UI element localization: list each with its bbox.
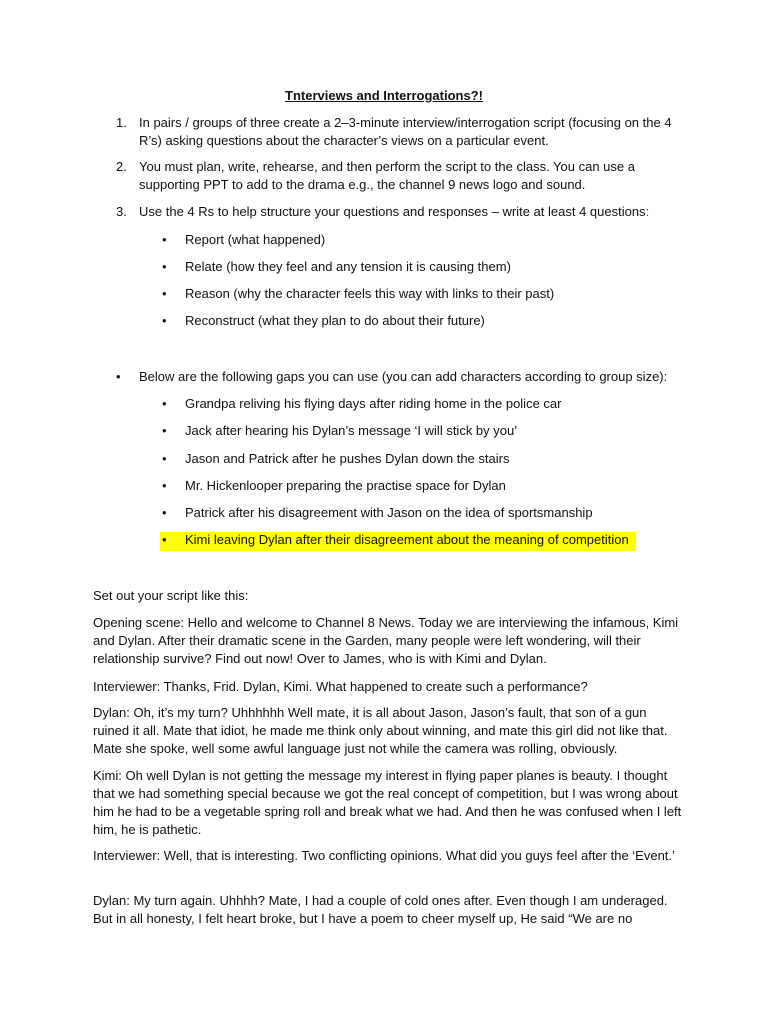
bullet-icon: •	[162, 286, 167, 301]
bullet-icon: •	[162, 259, 167, 274]
gap-item-patrick: Patrick after his disagreement with Jason on the idea of sportsmanship	[185, 505, 593, 520]
list-number-2: 2.	[116, 159, 127, 174]
list-number-1: 1.	[116, 115, 127, 130]
bullet-icon: •	[162, 396, 167, 411]
script-intro: Set out your script like this:	[93, 588, 249, 603]
script-dylan-2: Dylan: My turn again. Uhhhh? Mate, I had a couple of cold ones after. Even though I am underaged. But in all honesty, I felt heart broke, but I have a poem to cheer myself up, He said “We are no	[93, 893, 668, 926]
bullet-icon: •	[116, 369, 121, 384]
bullet-icon: •	[162, 313, 167, 328]
list-number-3: 3.	[116, 204, 127, 219]
script-opening-scene: Opening scene: Hello and welcome to Channel 8 News. Today we are interviewing the infamous, Kimi and Dylan. After their dramatic scene in the Garden, many people were left wondering, will their relationship survive? Find out now! Over to James, who is with Kimi and Dylan.	[93, 615, 679, 666]
gap-item-jason-patrick: Jason and Patrick after he pushes Dylan down the stairs	[185, 451, 510, 466]
document-title: Tnterviews and Interrogations?!	[285, 88, 483, 103]
script-interviewer-1: Interviewer: Thanks, Frid. Dylan, Kimi. What happened to create such a performance?	[93, 679, 588, 694]
bullet-icon: •	[162, 478, 167, 493]
four-rs-item-relate: Relate (how they feel and any tension it is causing them)	[185, 259, 511, 274]
bullet-icon: •	[162, 423, 167, 438]
four-rs-item-reason: Reason (why the character feels this way with links to their past)	[185, 286, 555, 301]
gap-item-grandpa: Grandpa reliving his flying days after riding home in the police car	[185, 396, 562, 411]
bullet-icon: •	[162, 532, 167, 547]
script-interviewer-2: Interviewer: Well, that is interesting. Two conflicting opinions. What did you guys feel after the ‘Event.’	[93, 848, 675, 863]
bullet-icon: •	[162, 505, 167, 520]
instruction-3-colon: :	[645, 204, 650, 219]
instruction-2: You must plan, write, rehearse, and then perform the script to the class. You can use a supporting PPT to add to the drama e.g., the channel 9 news logo and sound.	[139, 159, 635, 192]
gap-item-kimi-highlighted: Kimi leaving Dylan after their disagreement about the meaning of competition	[185, 532, 629, 547]
gap-item-hickenlooper: Mr. Hickenlooper preparing the practise space for Dylan	[185, 478, 506, 493]
gaps-intro: Below are the following gaps you can use (you can add characters according to group size):	[139, 369, 668, 384]
instruction-1: In pairs / groups of three create a 2–3-minute interview/interrogation script (focusing on the 4 R’s) asking questions about the character’s views on a particular event.	[139, 115, 672, 148]
gap-item-jack: Jack after hearing his Dylan’s message ‘I will stick by you’	[185, 423, 518, 438]
script-kimi-1: Kimi: Oh well Dylan is not getting the message my interest in flying paper planes is beauty. I thought that we had something special because we got the real concept of competition, but I was wrong about him he had to be a vegetable spring roll and break what we had. And then he was confused when I left him, he is pathetic.	[93, 768, 682, 837]
bullet-icon: •	[162, 232, 167, 247]
bullet-icon: •	[162, 451, 167, 466]
four-rs-item-reconstruct: Reconstruct (what they plan to do about their future)	[185, 313, 485, 328]
instruction-3-text: Use the 4 Rs to help structure your questions and responses – write at least 4 questions	[139, 204, 646, 219]
four-rs-item-report: Report (what happened)	[185, 232, 326, 247]
script-dylan-1: Dylan: Oh, it’s my turn? Uhhhhhh Well mate, it is all about Jason, Jason’s fault, that son of a gun ruined it all. Mate that idiot, he made me think only about winning, and mate this girl did not like that. Mate she spoke, well some awful language just not while the camera was rolling, obviously.	[93, 705, 668, 756]
instruction-3	[139, 203, 684, 221]
